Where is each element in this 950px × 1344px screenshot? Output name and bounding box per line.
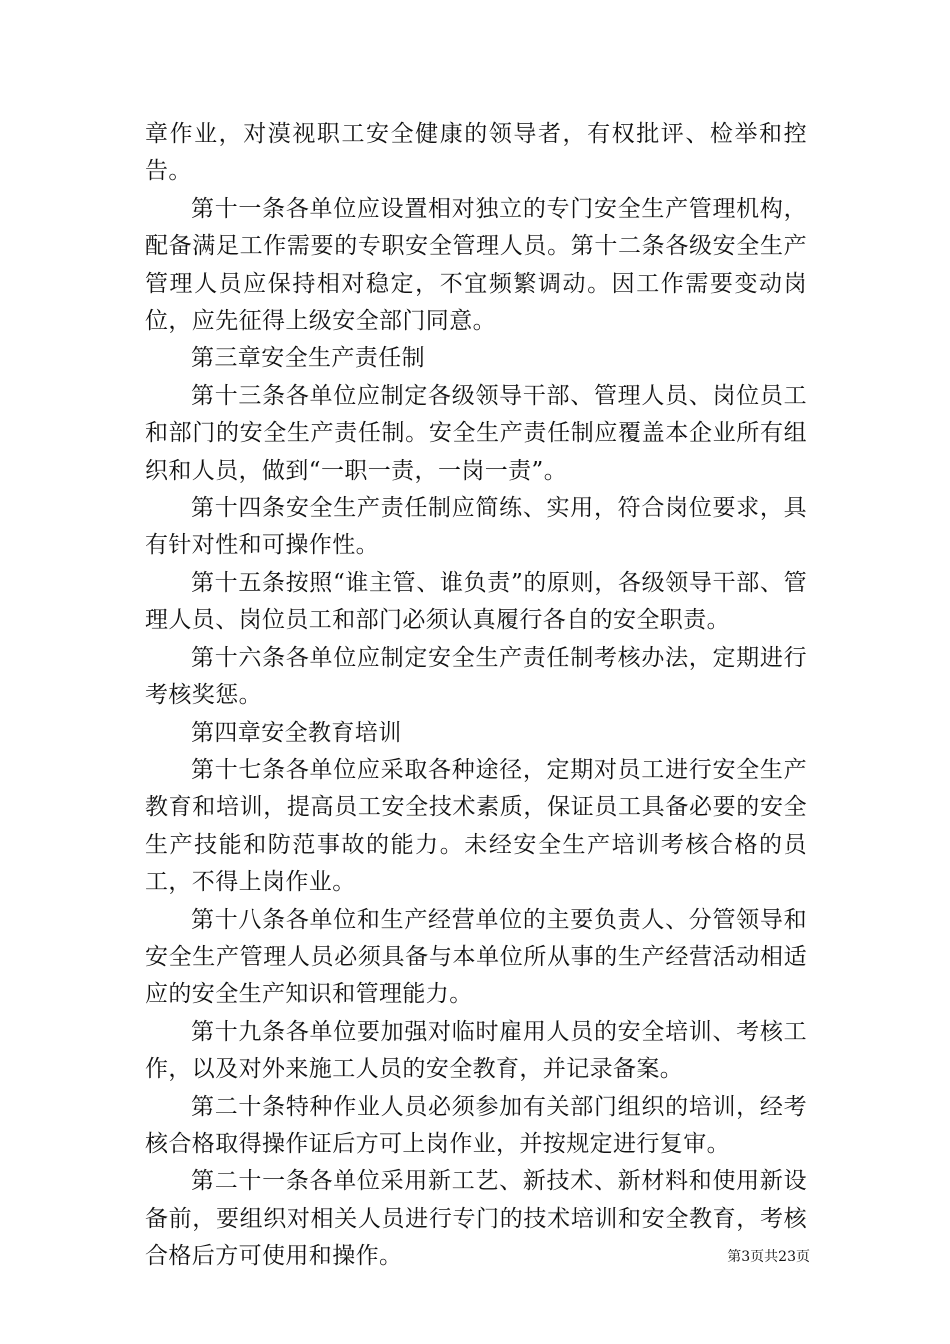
article-14: 第十四条安全生产责任制应简练、实用，符合岗位要求，具有针对性和可操作性。 bbox=[145, 495, 807, 559]
page-number-footer: 第3页共23页 bbox=[727, 1249, 810, 1265]
article-21: 第二十一条各单位采用新工艺、新技术、新材料和使用新设备前，要组织对相关人员进行专门的技术培训和安全教育，考核合格后方可使用和操作。 bbox=[145, 1168, 807, 1270]
article-16: 第十六条各单位应制定安全生产责任制考核办法，定期进行考核奖惩。 bbox=[145, 644, 807, 709]
article-11-12: 第十一条各单位应设置相对独立的专门安全生产管理机构，配备满足工作需要的专职安全管理人员。第十二条各级安全生产管理人员应保持相对稳定，不宜频繁调动。因工作需要变动岗位，应先征得上级安全部门同意。 bbox=[145, 195, 807, 335]
article-20: 第二十条特种作业人员必须参加有关部门组织的培训，经考核合格取得操作证后方可上岗作业，并按规定进行复审。 bbox=[145, 1093, 807, 1157]
chapter-3-heading: 第三章安全生产责任制 bbox=[191, 345, 425, 372]
article-15: 第十五条按照“谁主管、谁负责”的原则，各级领导干部、管理人员、岗位员工和部门必须认真履行各自的安全职责。 bbox=[145, 569, 807, 634]
article-19: 第十九条各单位要加强对临时雇用人员的安全培训、考核工作，以及对外来施工人员的安全教育，并记录备案。 bbox=[145, 1018, 807, 1083]
paragraph-continuation: 章作业，对漠视职工安全健康的领导者，有权批评、检举和控告。 bbox=[145, 121, 807, 185]
article-13: 第十三条各单位应制定各级领导干部、管理人员、岗位员工和部门的安全生产责任制。安全生产责任制应覆盖本企业所有组织和人员，做到“一职一责，一岗一责”。 bbox=[145, 382, 807, 484]
article-17: 第十七条各单位应采取各种途径，定期对员工进行安全生产教育和培训，提高员工安全技术素质，保证员工具备必要的安全生产技能和防范事故的能力。未经安全生产培训考核合格的员工，不得上岗作业。 bbox=[145, 756, 807, 896]
document-body bbox=[145, 116, 807, 1276]
chapter-4-heading: 第四章安全教育培训 bbox=[191, 719, 402, 746]
article-18: 第十八条各单位和生产经营单位的主要负责人、分管领导和安全生产管理人员必须具备与本单位所从事的生产经营活动相适应的安全生产知识和管理能力。 bbox=[145, 906, 807, 1008]
